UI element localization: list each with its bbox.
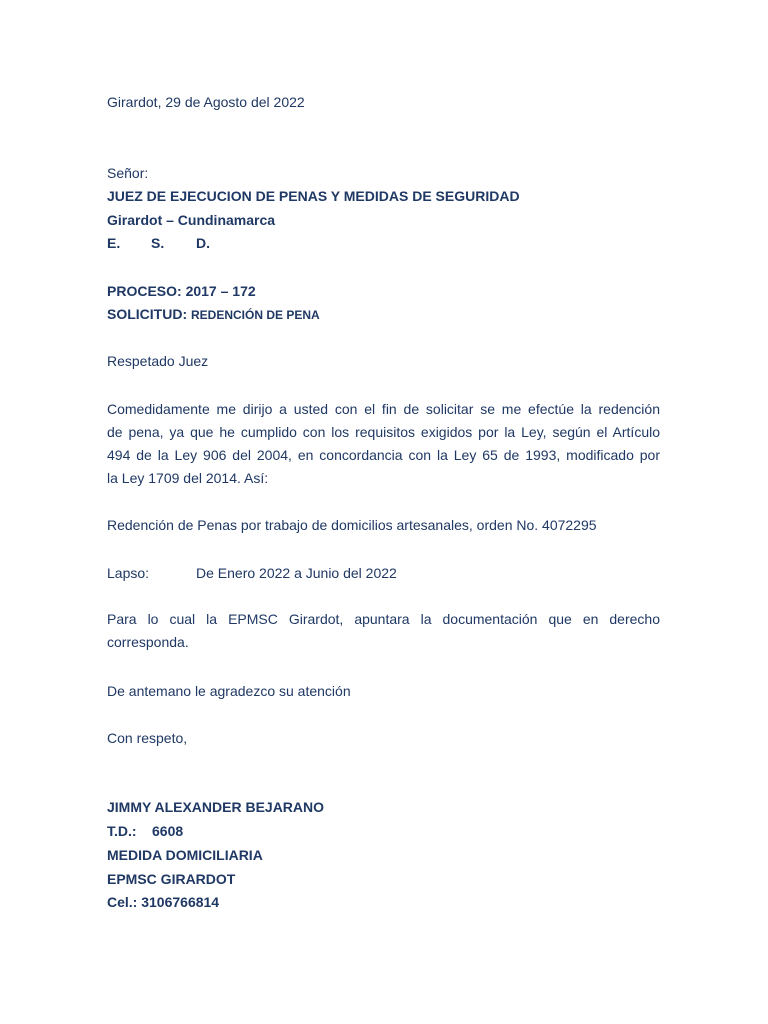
- closing-paragraph: [107, 608, 660, 654]
- recipient-title: JUEZ DE EJECUCION DE PENAS Y MEDIDAS DE SEGURIDAD: [107, 188, 520, 204]
- signature-name: JIMMY ALEXANDER BEJARANO: [107, 799, 325, 815]
- period-label: Lapso:: [107, 565, 150, 581]
- greeting: Respetado Juez: [107, 353, 209, 369]
- process-line: [107, 282, 256, 300]
- detail-line: Redención de Penas por trabajo de domicilios artesanales, orden No. 4072295: [107, 517, 597, 533]
- esd-d: D.: [196, 235, 210, 251]
- request-label: SOLICITUD:: [107, 306, 188, 322]
- signature-measure: MEDIDA DOMICILIARIA: [107, 847, 263, 863]
- process-value: 2017 – 172: [185, 283, 256, 299]
- process-label: PROCESO:: [107, 283, 182, 299]
- request-line: [107, 305, 320, 324]
- esd-e: E.: [107, 235, 121, 251]
- signature-td: [107, 822, 183, 840]
- signature-institution: EPMSC GIRARDOT: [107, 871, 236, 887]
- salutation: Señor:: [107, 165, 149, 181]
- td-label: T.D.:: [107, 823, 137, 839]
- period-line: [107, 564, 397, 582]
- body-paragraph: [107, 398, 660, 490]
- esd-line: [107, 234, 210, 252]
- body-line: Comedidamente me dirijo a usted con el fin de solicitar se me efectúe la redención: [107, 401, 660, 417]
- place-date: Girardot, 29 de Agosto del 2022: [107, 94, 305, 110]
- body-line: la Ley 1709 del 2014. Así:: [107, 470, 269, 486]
- thanks-line: De antemano le agradezco su atención: [107, 683, 351, 699]
- sign-off: Con respeto,: [107, 730, 188, 746]
- closing-line: Para lo cual la EPMSC Girardot, apuntara la documentación que en derecho: [107, 611, 660, 627]
- recipient-location: Girardot – Cundinamarca: [107, 212, 276, 228]
- closing-line: corresponda.: [107, 634, 189, 650]
- body-line: de pena, ya que he cumplido con los requisitos exigidos por la Ley, según el Artículo: [107, 424, 660, 440]
- request-value: REDENCIÓN DE PENA: [191, 308, 320, 322]
- signature-phone: Cel.: 3106766814: [107, 894, 220, 910]
- esd-s: S.: [151, 235, 165, 251]
- period-value: De Enero 2022 a Junio del 2022: [196, 565, 397, 581]
- td-value: 6608: [152, 823, 184, 839]
- body-line: 494 de la Ley 906 del 2004, en concordancia con la Ley 65 de 1993, modificado por: [107, 447, 660, 463]
